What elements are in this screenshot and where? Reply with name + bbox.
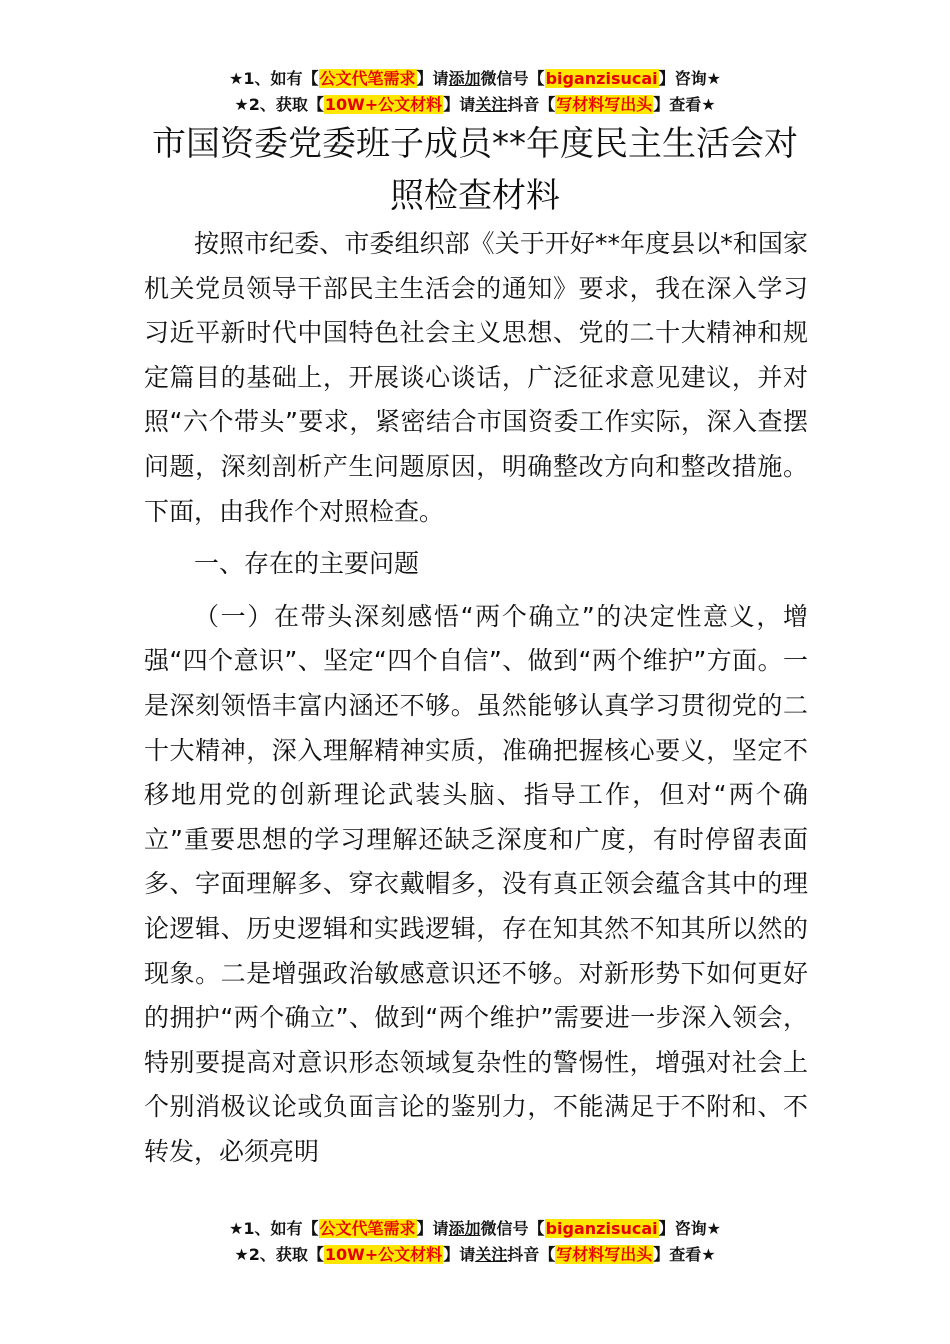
footer-highlight-douyin-account: 写材料写出头 [556, 1245, 653, 1264]
banner-line-2: ★2、获取【10W+公文材料】请关注抖音【写材料写出头】查看★ [234, 95, 716, 114]
document-title [0, 118, 950, 222]
highlight-douyin-account: 写材料写出头 [556, 95, 653, 114]
body-paragraph: （一）在带头深刻感悟“两个确立”的决定性意义，增强“四个意识”、坚定“四个自信”、做到“两个维护”方面。一是深刻领悟丰富内涵还不够。虽然能够认真学习贯彻党的二十大精神，深入理解精神实质，准确把握核心要义，坚定不移地用党的创新理论武装头脑、指导工作，但对“两个确立”重要思想的学习理解还缺乏深度和广度，有时停留表面多、字面理解多、穿衣戴帽多，没有真正领会蕴含其中的理论逻辑、历史逻辑和实践逻辑，存在知其然不知其所以然的现象。二是增强政治敏感意识还不够。对新形势下如何更好的拥护“两个确立”、做到“两个维护”需要进一步深入领会，特别要提高对意识形态领域复杂性的警惕性，增强对社会上个别消极议论或负面言论的鉴别力，不能满足于不附和、不转发，必须亮明 [144, 601, 808, 1166]
footer-highlight-materials: 10W+公文材料 [324, 1245, 443, 1264]
footer-banner [0, 1216, 950, 1268]
document-body [144, 222, 808, 1174]
highlight-ghostwriting: 公文代笔需求 [319, 69, 416, 88]
header-banner [0, 66, 950, 118]
section-heading: 一、存在的主要问题 [194, 549, 420, 579]
footer-banner-line-1: ★1、如有【公文代笔需求】请添加微信号【biganzisucai】咨询★ [229, 1219, 721, 1238]
intro-paragraph: 按照市纪委、市委组织部《关于开好**年度县以*和国家机关党员领导干部民主生活会的通知》要求，我在深入学习习近平新时代中国特色社会主义思想、党的二十大精神和规定篇目的基础上，开展谈心谈话，广泛征求意见建议，并对照“六个带头”要求，紧密结合市国资委工作实际，深入查摆问题，深刻剖析产生问题原因，明确整改方向和整改措施。下面，由我作个对照检查。 [144, 229, 808, 526]
footer-banner-line-2: ★2、获取【10W+公文材料】请关注抖音【写材料写出头】查看★ [234, 1245, 716, 1264]
highlight-materials: 10W+公文材料 [324, 95, 443, 114]
footer-highlight-wechat-id: biganzisucai [545, 1219, 658, 1238]
document-title-line-1: 市国资委党委班子成员**年度民主生活会对 [152, 124, 798, 164]
footer-highlight-ghostwriting: 公文代笔需求 [319, 1219, 416, 1238]
document-title-line-2: 照检查材料 [390, 176, 560, 216]
highlight-wechat-id: biganzisucai [545, 69, 658, 88]
banner-line-1: ★1、如有【公文代笔需求】请添加微信号【biganzisucai】咨询★ [229, 69, 721, 88]
